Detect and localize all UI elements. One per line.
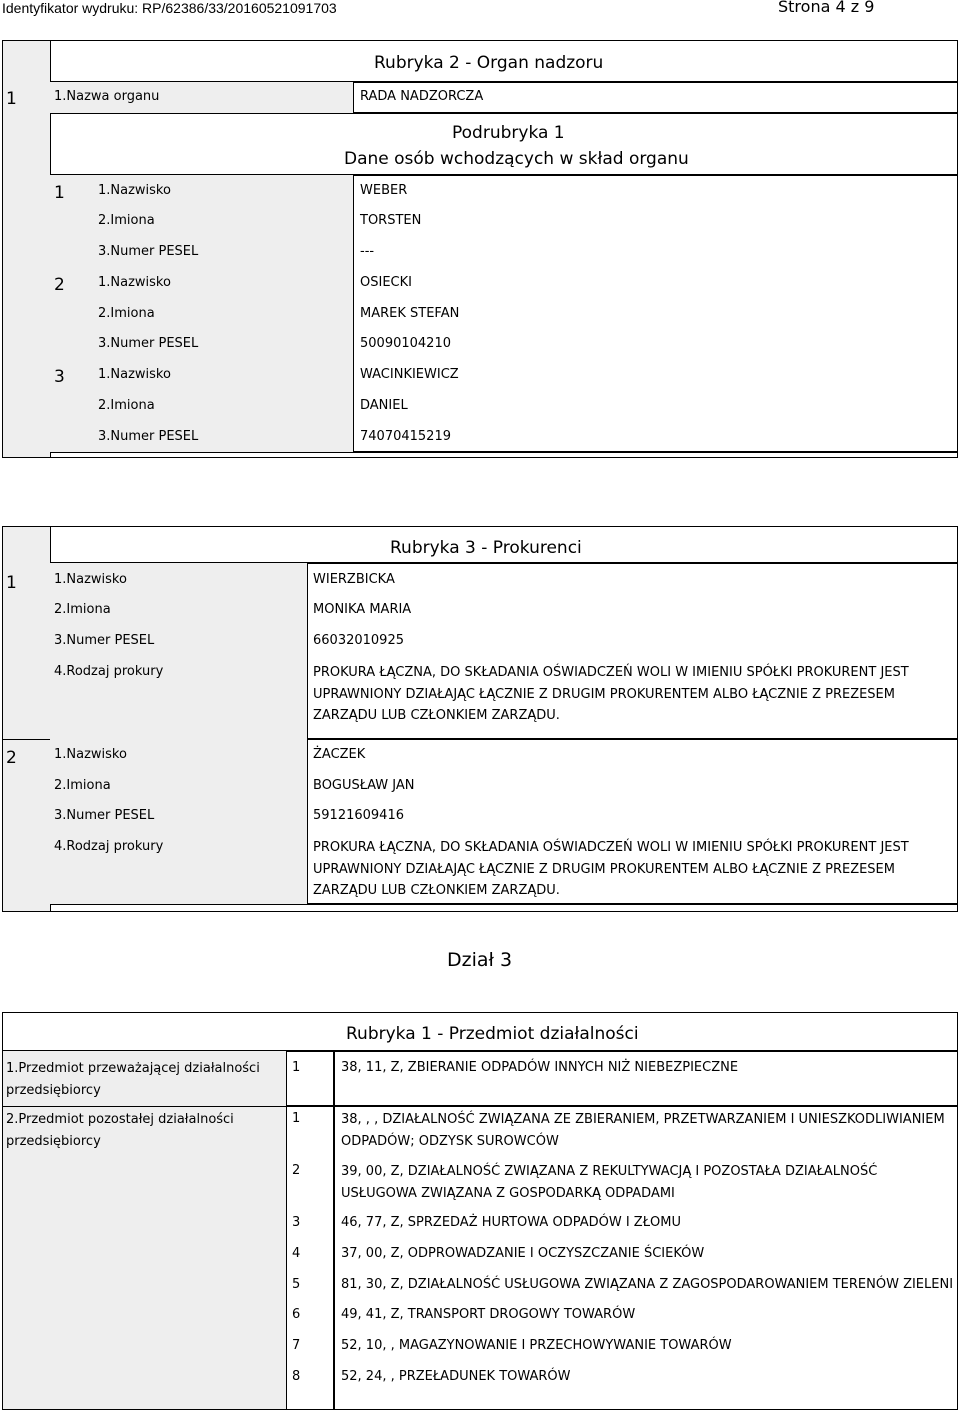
names-label: 2.Imiona — [54, 602, 111, 617]
procuration-type-value: PROKURA ŁĄCZNA, DO SKŁADANIA OŚWIADCZEŃ WOLI W IMIENIU SPÓŁKI PROKURENT JEST UPRAWNIONY DZIAŁAJĄC ŁĄCZNIE Z DRUGIM PROKURENTEM ALBO ŁĄCZNIE Z PREZESEM ZARZĄDU LUB CZŁONKIEM ZARZĄDU. — [313, 665, 909, 723]
surname-label: 1.Nazwisko — [98, 183, 171, 198]
procuration-type-label: 4.Rodzaj prokury — [54, 664, 164, 679]
activity-number: 1 — [292, 1060, 301, 1075]
activity-number: 3 — [292, 1215, 301, 1230]
organ-name-label: 1.Nazwa organu — [54, 89, 160, 104]
activity-number: 5 — [292, 1277, 301, 1292]
names-label: 2.Imiona — [98, 306, 155, 321]
activity-text: 38, , , DZIAŁALNOŚĆ ZWIĄZANA ZE ZBIERANIEM, PRZETWARZANIEM I UNIESZKODLIWIANIEM ODPADÓW; ODZYSK SUROWCÓW — [341, 1112, 945, 1149]
pesel-value: 74070415219 — [360, 429, 451, 444]
section-title: Dział 3 — [447, 949, 513, 971]
pesel-label: 3.Numer PESEL — [54, 633, 155, 648]
activity-text: 81, 30, Z, DZIAŁALNOŚĆ USŁUGOWA ZWIĄZANA Z ZAGOSPODAROWANIEM TERENÓW ZIELENI — [341, 1277, 954, 1292]
page-number: Strona 4 z 9 — [778, 0, 875, 16]
surname-value: OSIECKI — [360, 275, 412, 290]
activity-text: 38, 11, Z, ZBIERANIE ODPADÓW INNYCH NIŻ NIEBEZPIECZNE — [341, 1060, 739, 1075]
pesel-value: --- — [360, 244, 375, 259]
surname-label: 1.Nazwisko — [98, 367, 171, 382]
names-value: MAREK STEFAN — [360, 306, 460, 321]
procuration-type-value: PROKURA ŁĄCZNA, DO SKŁADANIA OŚWIADCZEŃ WOLI W IMIENIU SPÓŁKI PROKURENT JEST UPRAWNIONY DZIAŁAJĄC ŁĄCZNIE Z DRUGIM PROKURENTEM ALBO ŁĄCZNIE Z PREZESEM ZARZĄDU LUB CZŁONKIEM ZARZĄDU. — [313, 840, 909, 898]
surname-label: 1.Nazwisko — [54, 572, 127, 587]
person-number: 1 — [54, 183, 65, 203]
podrubryka-subtitle: Dane osób wchodzących w skład organu — [344, 149, 689, 169]
surname-value: WIERZBICKA — [313, 572, 395, 587]
activity-text: 52, 10, , MAGAZYNOWANIE I PRZECHOWYWANIE TOWARÓW — [341, 1338, 732, 1353]
names-value: TORSTEN — [360, 213, 422, 228]
activity-text: 52, 24, , PRZEŁADUNEK TOWARÓW — [341, 1369, 571, 1384]
activity-number: 7 — [292, 1338, 301, 1353]
person-number: 3 — [54, 367, 65, 387]
surname-label: 1.Nazwisko — [54, 747, 127, 762]
prokurent-number: 2 — [6, 748, 17, 768]
print-identifier: Identyfikator wydruku: RP/62386/33/20160521091703 — [2, 0, 337, 16]
row-number: 1 — [6, 89, 17, 109]
names-label: 2.Imiona — [54, 778, 111, 793]
pesel-value: 66032010925 — [313, 633, 404, 648]
pesel-label: 3.Numer PESEL — [54, 808, 155, 823]
surname-value: WACINKIEWICZ — [360, 367, 459, 382]
prokurent-number: 1 — [6, 573, 17, 593]
pesel-value: 50090104210 — [360, 336, 451, 351]
other-activity-label: 2.Przedmiot pozostałej działalności przedsiębiorcy — [6, 1112, 234, 1149]
activity-text: 46, 77, Z, SPRZEDAŻ HURTOWA ODPADÓW I ZŁOMU — [341, 1215, 681, 1230]
names-label: 2.Imiona — [98, 213, 155, 228]
rubryka2-title: Rubryka 2 - Organ nadzoru — [374, 53, 604, 73]
activity-number: 4 — [292, 1246, 301, 1261]
pesel-label: 3.Numer PESEL — [98, 336, 199, 351]
activity-text: 39, 00, Z, DZIAŁALNOŚĆ ZWIĄZANA Z REKULTYWACJĄ I POZOSTAŁA DZIAŁALNOŚĆ USŁUGOWA ZWIĄZANA Z GOSPODARKĄ ODPADAMI — [341, 1164, 878, 1201]
activity-number: 8 — [292, 1369, 301, 1384]
surname-value: ŻACZEK — [313, 747, 366, 762]
activity-text: 37, 00, Z, ODPROWADZANIE I OCZYSZCZANIE ŚCIEKÓW — [341, 1246, 705, 1261]
procuration-type-label: 4.Rodzaj prokury — [54, 839, 164, 854]
names-value: BOGUSŁAW JAN — [313, 778, 415, 793]
main-activity-label: 1.Przedmiot przeważającej działalności przedsiębiorcy — [6, 1061, 260, 1098]
pesel-label: 3.Numer PESEL — [98, 244, 199, 259]
activity-text: 49, 41, Z, TRANSPORT DROGOWY TOWARÓW — [341, 1307, 636, 1322]
activity-number: 2 — [292, 1163, 301, 1178]
surname-value: WEBER — [360, 183, 408, 198]
pesel-value: 59121609416 — [313, 808, 404, 823]
names-label: 2.Imiona — [98, 398, 155, 413]
organ-name-value: RADA NADZORCZA — [360, 89, 484, 104]
names-value: DANIEL — [360, 398, 408, 413]
pesel-label: 3.Numer PESEL — [98, 429, 199, 444]
podrubryka-title: Podrubryka 1 — [452, 123, 565, 143]
person-number: 2 — [54, 275, 65, 295]
rubryka1-title: Rubryka 1 - Przedmiot działalności — [346, 1024, 639, 1044]
names-value: MONIKA MARIA — [313, 602, 412, 617]
surname-label: 1.Nazwisko — [98, 275, 171, 290]
activity-number: 6 — [292, 1307, 301, 1322]
activity-number: 1 — [292, 1111, 301, 1126]
rubryka3-title: Rubryka 3 - Prokurenci — [390, 538, 582, 558]
